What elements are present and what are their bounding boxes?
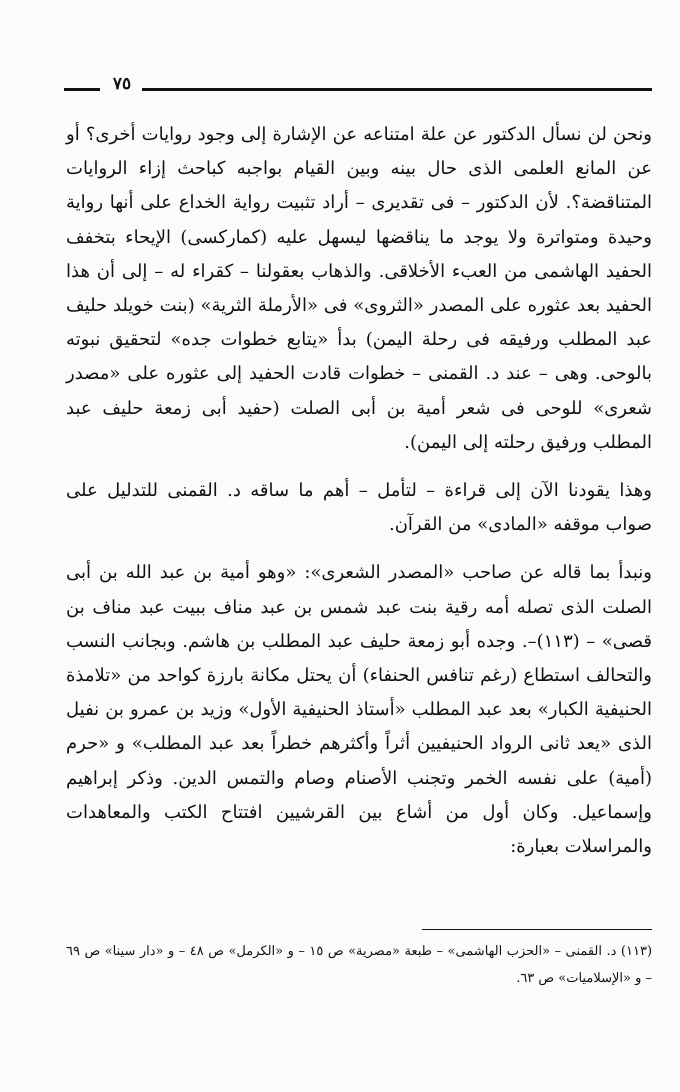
page-number: ٧٥	[112, 74, 132, 94]
paragraph-2: وهذا يقودنا الآن إلى قراءة – لتأمل – أهم ما ساقه د. القمنى للتدليل على صواب موقفه «المادى» من القرآن.	[66, 480, 652, 536]
header-rule-short	[64, 88, 100, 91]
paragraph-3: ونبدأ بما قاله عن صاحب «المصدر الشعرى»: «وهو أمية بن عبد الله بن أبى الصلت الذى تصله أمه رقية بنت عبد شمس بن عبد مناف ببيت عبد مناف بن قصى» – (١١٣)–. وجده أبو زمعة حليف عبد المطلب بن هاشم. وبجانب النسب والتحالف استطاع (رغم تنافس الحنفاء) أن يحتل مكانة بارزة كواحد من «تلامذة الحنيفية الكبار» بعد عبد المطلب «أستاذ الحنيفية الأول» وزيد بن عمرو بن نفيل الذى «يعد ثانى الرواد الحنيفيين أثراً وأكثرهم خطراً بعد عبد المطلب» و «حرم (أمية) على نفسه الخمر وتجنب الأصنام وصام والتمس الدين. وذكر إبراهيم وإسماعيل. وكان أول من أشاع بين القرشيين افتتاح الكتب والمعاهدات والمراسلات بعبارة:	[66, 562, 652, 858]
footnote: (١١٣) د. القمنى – «الحزب الهاشمى» – طبعة «مصرية» ص ١٥ – و «الكرمل» ص ٤٨ – و «دار سينا» ص ٦٩ – و «الإسلاميات» ص ٦٣.	[66, 944, 653, 986]
page-header	[64, 74, 652, 100]
main-text	[66, 118, 652, 864]
footnote-divider	[422, 929, 652, 930]
header-rule-long	[142, 88, 652, 91]
paragraph-1: ونحن لن نسأل الدكتور عن علة امتناعه عن الإشارة إلى وجود روايات أخرى؟ أو عن المانع العلمى الذى حال بينه وبين القيام بواجبه كباحث إزاء الروايات المتناقضة؟. لأن الدكتور – فى تقديرى – أراد تثبيت رواية الخداع على أنها رواية وحيدة ومتواترة ولا يوجد ما يناقضها ليسهل عليه (كماركسى) الإيحاء بتخفف الحفيد الهاشمى من العبء الأخلاقى. والذهاب بعقولنا – كقراء له – إلى أن هذا الحفيد بعد عثوره على المصدر «الثروى» فى «الأرملة الثرية» (بنت خويلد حليف عبد المطلب ورفيقه فى رحلة اليمن) بدأ «يتابع خطوات جده» لتحقيق نبوته بالوحى. وهى – عند د. القمنى – خطوات قادت الحفيد إلى عثوره على «مصدر شعرى» للوحى فى شعر أمية بن أبى الصلت (حفيد أبى زمعة حليف عبد المطلب ورفيق رحلته إلى اليمن).	[66, 124, 652, 453]
